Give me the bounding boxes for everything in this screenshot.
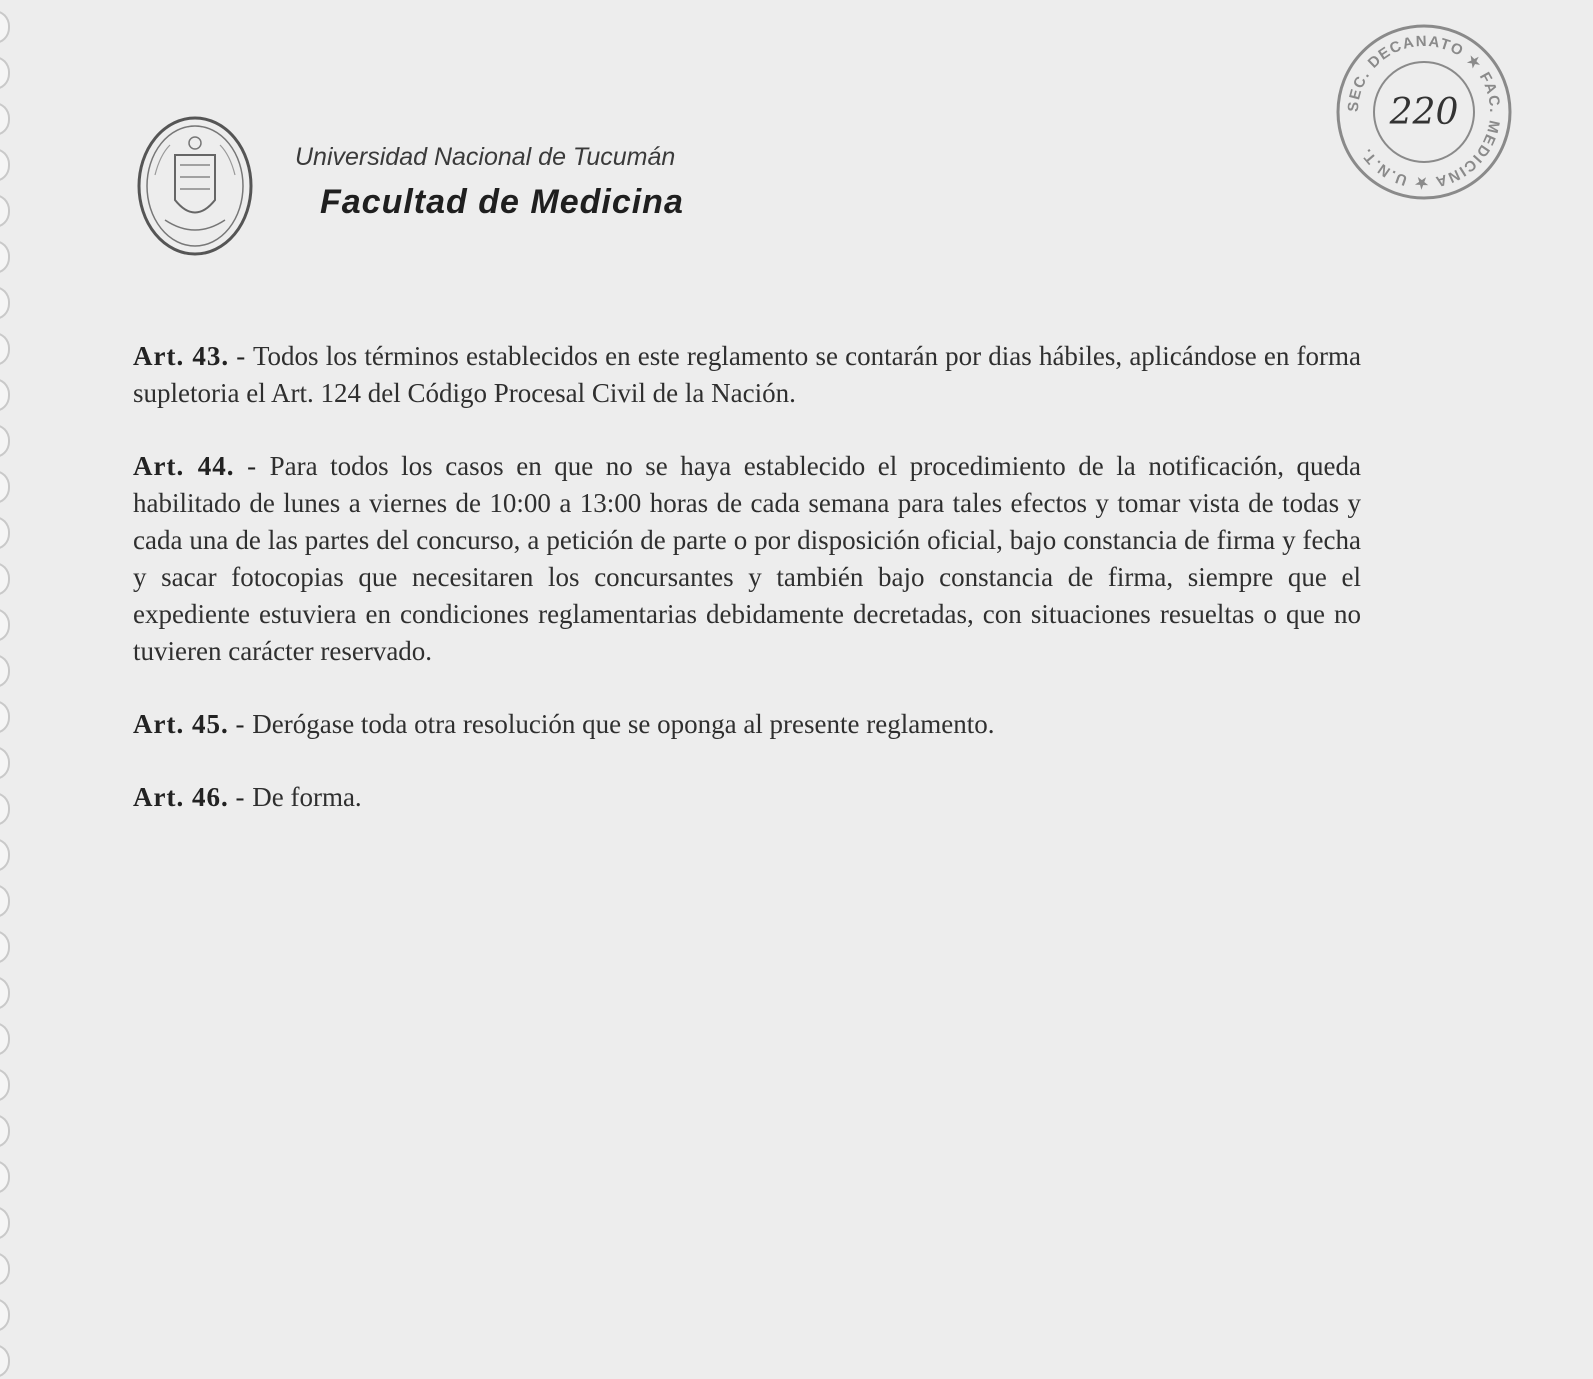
article-separator: - xyxy=(235,782,246,812)
article-text: De forma. xyxy=(252,782,362,812)
perforation-hole xyxy=(0,654,10,688)
perforation-hole xyxy=(0,240,10,274)
perforation-hole xyxy=(0,976,10,1010)
perforation-hole xyxy=(0,56,10,90)
perforation-hole xyxy=(0,1160,10,1194)
article-label: Art. 46. xyxy=(133,782,229,812)
perforation-hole xyxy=(0,378,10,412)
article-44 xyxy=(133,448,1361,670)
office-seal-stamp xyxy=(1332,20,1516,204)
perforation-hole xyxy=(0,1206,10,1240)
article-text: Para todos los casos en que no se haya establecido el procedimiento de la notificación, queda habilitado de lunes a viernes de 10:00 a 13:00 horas de cada semana para tales efectos y tomar vista de todas y cada una de las partes del concurso, a petición de parte o por disposición oficial, bajo constancia de firma y fecha y sacar fotocopias que necesitaren los concursantes y también bajo constancia de firma, siempre que el expediente estuviera en condiciones reglamentarias debidamente decretadas, con situaciones resueltas o que no tuvieren carácter reservado. xyxy=(133,451,1362,666)
article-label: Art. 43. xyxy=(133,341,230,371)
perforation-hole xyxy=(0,148,10,182)
perforation-hole xyxy=(0,746,10,780)
articles-body xyxy=(133,338,1361,852)
perforation-hole xyxy=(0,1252,10,1286)
article-separator: - xyxy=(236,341,247,371)
perforation-hole xyxy=(0,792,10,826)
perforation-hole xyxy=(0,516,10,550)
stamp-ring-text: SEC. DECANATO ★ FAC. MEDICINA ★ U.N.T. xyxy=(1344,32,1504,192)
perforation-hole xyxy=(0,102,10,136)
article-separator: - xyxy=(235,709,246,739)
university-crest-icon xyxy=(135,115,255,257)
perforation-hole xyxy=(0,930,10,964)
university-name: Universidad Nacional de Tucumán xyxy=(295,143,676,171)
perforation-hole xyxy=(0,1344,10,1378)
perforation-hole xyxy=(0,424,10,458)
article-label: Art. 45. xyxy=(133,709,229,739)
stamp-handwritten-number: 220 xyxy=(1389,92,1459,133)
perforation-hole xyxy=(0,838,10,872)
article-text: Todos los términos establecidos en este reglamento se contarán por dias hábiles, aplicándose en forma supletoria el Art. 124 del Código Procesal Civil de la Nación. xyxy=(133,341,1362,408)
article-45 xyxy=(133,706,1361,743)
article-label: Art. 44. xyxy=(133,451,235,481)
perforation-hole xyxy=(0,286,10,320)
faculty-name: Facultad de Medicina xyxy=(320,183,684,221)
perforation-hole xyxy=(0,1022,10,1056)
perforation-hole xyxy=(0,470,10,504)
perforation-hole xyxy=(0,10,10,44)
perforated-edge xyxy=(0,0,12,1379)
perforation-hole xyxy=(0,1068,10,1102)
letterhead xyxy=(135,115,835,265)
perforation-hole xyxy=(0,562,10,596)
perforation-hole xyxy=(0,884,10,918)
perforation-hole xyxy=(0,1298,10,1332)
perforation-hole xyxy=(0,608,10,642)
article-separator: - xyxy=(247,451,258,481)
article-46 xyxy=(133,779,1361,816)
perforation-hole xyxy=(0,1114,10,1148)
article-text: Derógase toda otra resolución que se oponga al presente reglamento. xyxy=(252,709,995,739)
perforation-hole xyxy=(0,194,10,228)
article-43 xyxy=(133,338,1361,412)
perforation-hole xyxy=(0,332,10,366)
perforation-hole xyxy=(0,700,10,734)
